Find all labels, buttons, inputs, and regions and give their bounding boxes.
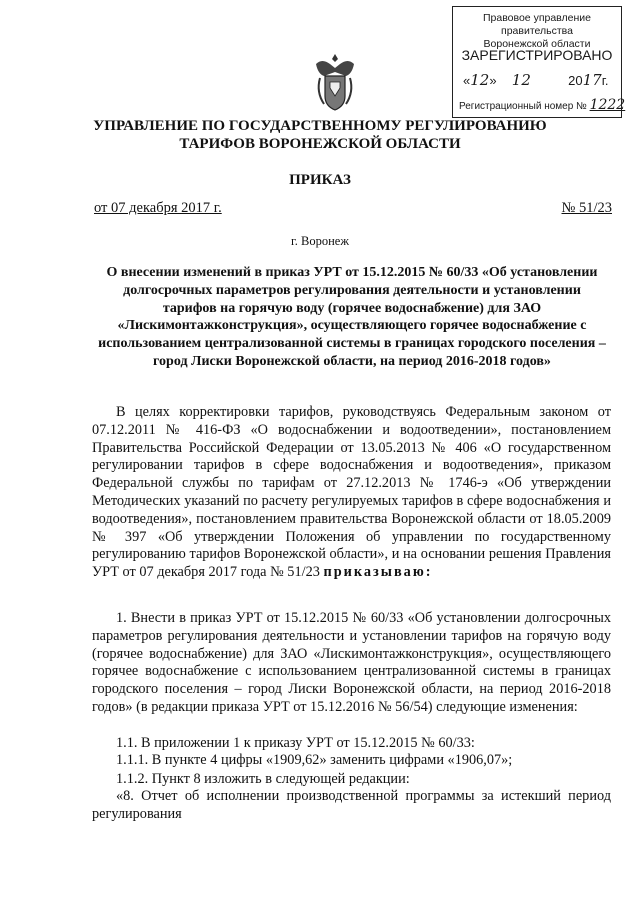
order-subject: О внесении изменений в приказ УРТ от 15.12.2015 № 60/33 «Об установлении долгосрочных параметров регулирования деятельности и установлении тарифов на горячую воду (горячее водоснабжение) для ЗАО «Лискимонтажконструкция», осуществляющего горячее водоснабжение с использованием централизованной системы в границах городского поселения – город Лиски Воронежской области, на период 2016-2018 годов»	[98, 265, 606, 369]
item-1-1-1: 1.1.1. В пункте 4 цифры «1909,62» заменить цифрами «1906,07»;	[116, 752, 513, 768]
stamp-status: ЗАРЕГИСТРИРОВАНО	[461, 47, 613, 63]
stamp-date-month: 12	[511, 71, 531, 89]
stamp-date-year-suffix: 17	[582, 71, 602, 89]
stamp-authority-line2: Воронежской области	[483, 38, 591, 50]
item-8: «8. Отчет об исполнении производственной программы за истекший период регулирования	[92, 788, 611, 822]
item-1-1-2: 1.1.2. Пункт 8 изложить в следующей редакции:	[116, 771, 410, 787]
document-type: ПРИКАЗ	[289, 172, 351, 188]
stamp-date-day: 12	[470, 71, 490, 89]
stamp-reg-number: 1222	[589, 97, 626, 113]
intro-paragraph	[92, 404, 611, 582]
organization-title-line1: УПРАВЛЕНИЕ ПО ГОСУДАРСТВЕННОМУ РЕГУЛИРОВАНИЮ	[93, 118, 547, 134]
order-number: № 51/23	[561, 200, 612, 216]
stamp-reg-label: Регистрационный номер №	[459, 101, 587, 112]
stamp-authority	[453, 12, 621, 51]
intro-text: В целях корректировки тарифов, руководствуясь Федеральным законом от 07.12.2011 № 416-ФЗ «О водоснабжении и водоотведении», постановлением Правительства Российской Федерации от 13.05.2013 № 406 «О государственном регулировании тарифов в сфере водоснабжения и водоотведения», приказом Федеральной службы по тарифам от 27.12.2013 № 1746-э «Об утверждении Методических указаний по расчету регулируемых тарифов в сфере водоснабжения и водоотведения», постановлением правительства Воронежской области от 18.05.2009 № 397 «Об утверждении Положения об управлении по государственному регулированию тарифов Воронежской области», и на основании решения Правления УРТ от 07 декабря 2017 года № 51/23	[92, 404, 611, 581]
item-1-1: 1.1. В приложении 1 к приказу УРТ от 15.12.2015 № 60/33:	[116, 735, 475, 751]
coat-of-arms-icon	[312, 52, 358, 114]
stamp-authority-line1: Правовое управление правительства	[482, 12, 591, 37]
order-word: приказываю:	[323, 564, 433, 581]
item-1: 1. Внести в приказ УРТ от 15.12.2015 № 60/33 «Об установлении долгосрочных параметров регулирования деятельности и установлении тарифов на горячую воду (горячее водоснабжение) для ЗАО «Лискимонтажконструкция», осуществляющего горячее водоснабжение с использованием централизованной системы в границах городского поселения – город Лиски Воронежской области, на период 2016-2018 годов» (в редакции приказа УРТ от 15.12.2016 № 56/54) следующие изменения:	[92, 610, 611, 715]
registration-stamp	[452, 6, 626, 118]
stamp-date: «12» 12 2017г.	[463, 71, 609, 89]
stamp-reg	[459, 97, 625, 113]
order-city: г. Воронеж	[291, 234, 349, 248]
stamp-date-year-prefix: 20	[568, 73, 583, 88]
order-date: от 07 декабря 2017 г.	[94, 200, 222, 216]
organization-title-line2: ТАРИФОВ ВОРОНЕЖСКОЙ ОБЛАСТИ	[179, 136, 461, 152]
